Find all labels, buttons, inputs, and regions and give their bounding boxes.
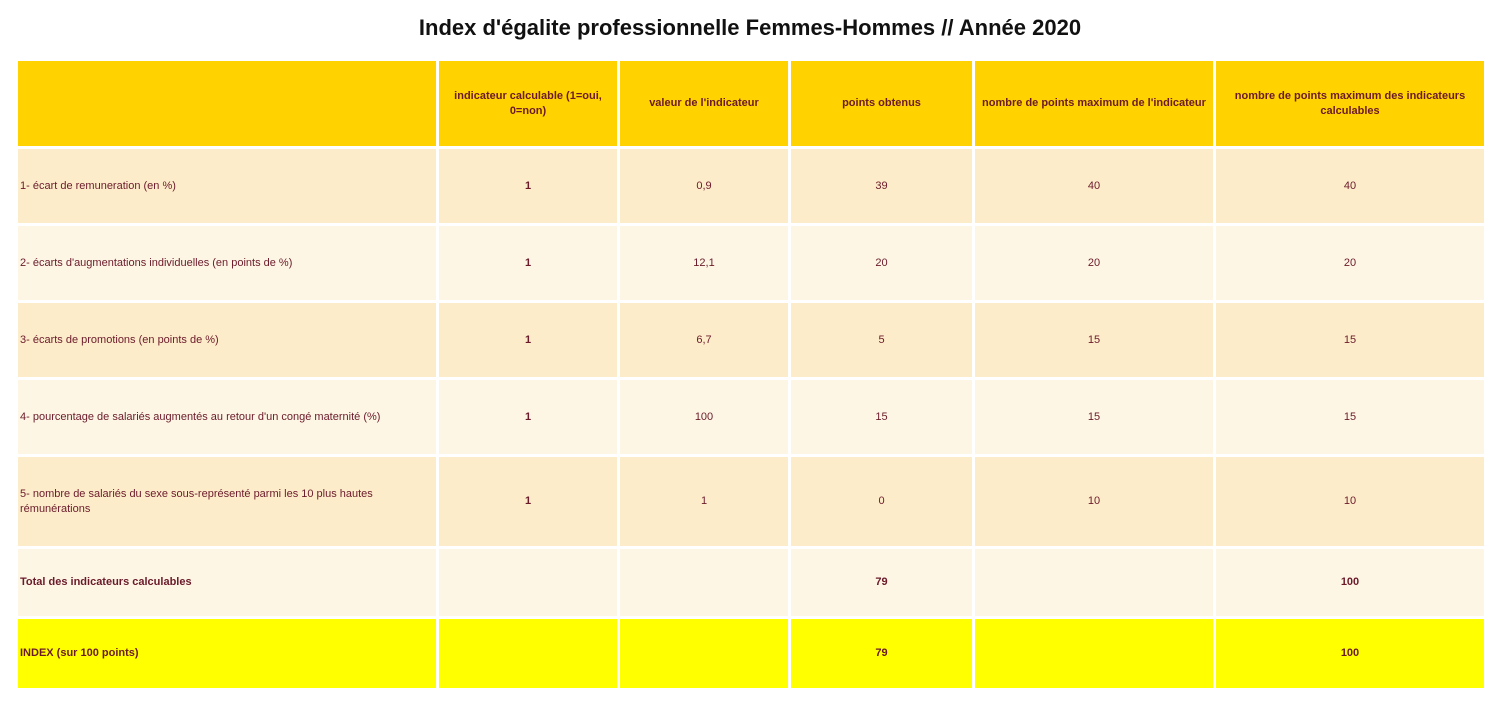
total-label: Total des indicateurs calculables [18,549,439,619]
table-row [18,226,1484,303]
max-calculable-cell: 20 [1216,226,1484,303]
empty-cell [620,549,791,619]
total-points: 79 [791,549,975,619]
calculable-cell: 1 [439,303,620,380]
index-row [18,619,1484,688]
calculable-cell: 1 [439,226,620,303]
row-label: 2- écarts d'augmentations individuelles (en points de %) [18,226,439,303]
max-calculable-cell: 15 [1216,303,1484,380]
index-label: INDEX (sur 100 points) [18,619,439,688]
table-row [18,380,1484,457]
header-cell-max-indicator: nombre de points maximum de l'indicateur [975,61,1216,149]
points-cell: 5 [791,303,975,380]
points-cell: 15 [791,380,975,457]
points-cell: 0 [791,457,975,549]
value-cell: 1 [620,457,791,549]
value-cell: 100 [620,380,791,457]
empty-cell [975,619,1216,688]
header-cell-max-calculable: nombre de points maximum des indicateurs calculables [1216,61,1484,149]
total-max: 100 [1216,549,1484,619]
max-indicator-cell: 20 [975,226,1216,303]
value-cell: 12,1 [620,226,791,303]
empty-cell [620,619,791,688]
table-row [18,457,1484,549]
empty-cell [439,619,620,688]
total-row [18,549,1484,619]
header-cell-points: points obtenus [791,61,975,149]
header-row [18,61,1484,149]
value-cell: 6,7 [620,303,791,380]
max-calculable-cell: 40 [1216,149,1484,226]
max-indicator-cell: 10 [975,457,1216,549]
index-table [18,61,1484,688]
calculable-cell: 1 [439,457,620,549]
index-points: 79 [791,619,975,688]
max-indicator-cell: 15 [975,303,1216,380]
value-cell: 0,9 [620,149,791,226]
index-max: 100 [1216,619,1484,688]
max-calculable-cell: 15 [1216,380,1484,457]
row-label: 1- écart de remuneration (en %) [18,149,439,226]
points-cell: 20 [791,226,975,303]
row-label: 3- écarts de promotions (en points de %) [18,303,439,380]
page-title: Index d'égalite professionnelle Femmes-Hommes // Année 2020 [418,15,1082,40]
empty-cell [975,549,1216,619]
max-indicator-cell: 40 [975,149,1216,226]
row-label: 5- nombre de salariés du sexe sous-représenté parmi les 10 plus hautes rémunérations [18,457,439,549]
table-row [18,303,1484,380]
header-cell-value: valeur de l'indicateur [620,61,791,149]
max-indicator-cell: 15 [975,380,1216,457]
max-calculable-cell: 10 [1216,457,1484,549]
calculable-cell: 1 [439,380,620,457]
points-cell: 39 [791,149,975,226]
calculable-cell: 1 [439,149,620,226]
table-row [18,149,1484,226]
row-label: 4- pourcentage de salariés augmentés au retour d'un congé maternité (%) [18,380,439,457]
header-cell-calculable: indicateur calculable (1=oui, 0=non) [439,61,620,149]
empty-cell [439,549,620,619]
header-cell-empty [18,61,439,149]
